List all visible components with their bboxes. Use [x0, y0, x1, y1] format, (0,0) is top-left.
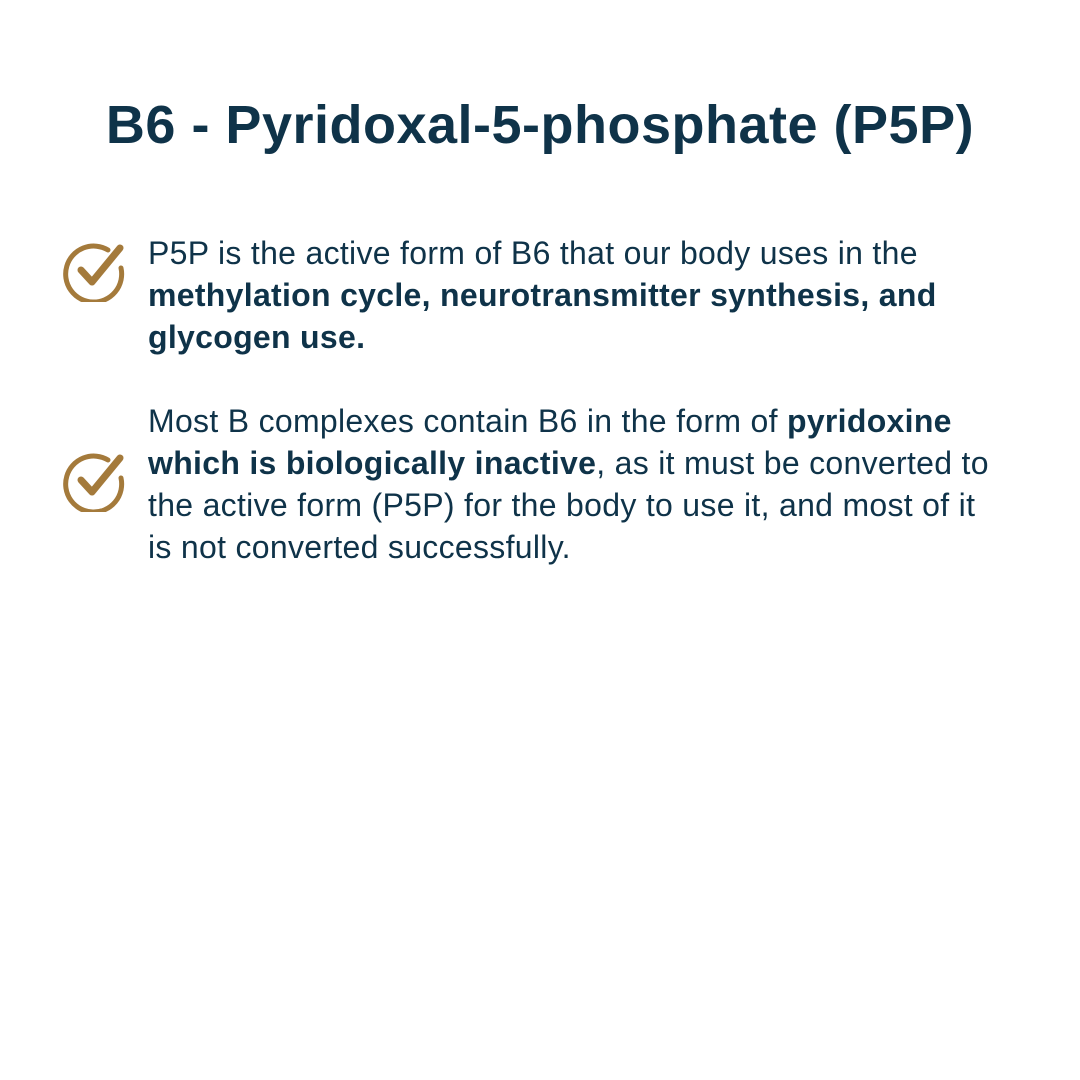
item-text-regular: Most B complexes contain B6 in the form of: [148, 403, 787, 439]
item-text-bold: pyridoxine which is biologically inactive: [148, 403, 952, 481]
item-text: [148, 232, 998, 358]
check-circle-icon: [62, 238, 126, 302]
item-text-regular: P5P is the active form of B6 that our body uses in the: [148, 235, 918, 271]
item-text-regular-end: , as it must be converted to the active form (P5P) for the body to use it, and most of it is not converted successfully.: [148, 445, 989, 565]
page-title: B6 - Pyridoxal-5-phosphate (P5P): [105, 95, 975, 155]
item-text: [148, 400, 998, 568]
check-circle-icon: [62, 448, 126, 512]
item-text-bold: methylation cycle, neurotransmitter synthesis, and glycogen use.: [148, 277, 937, 355]
